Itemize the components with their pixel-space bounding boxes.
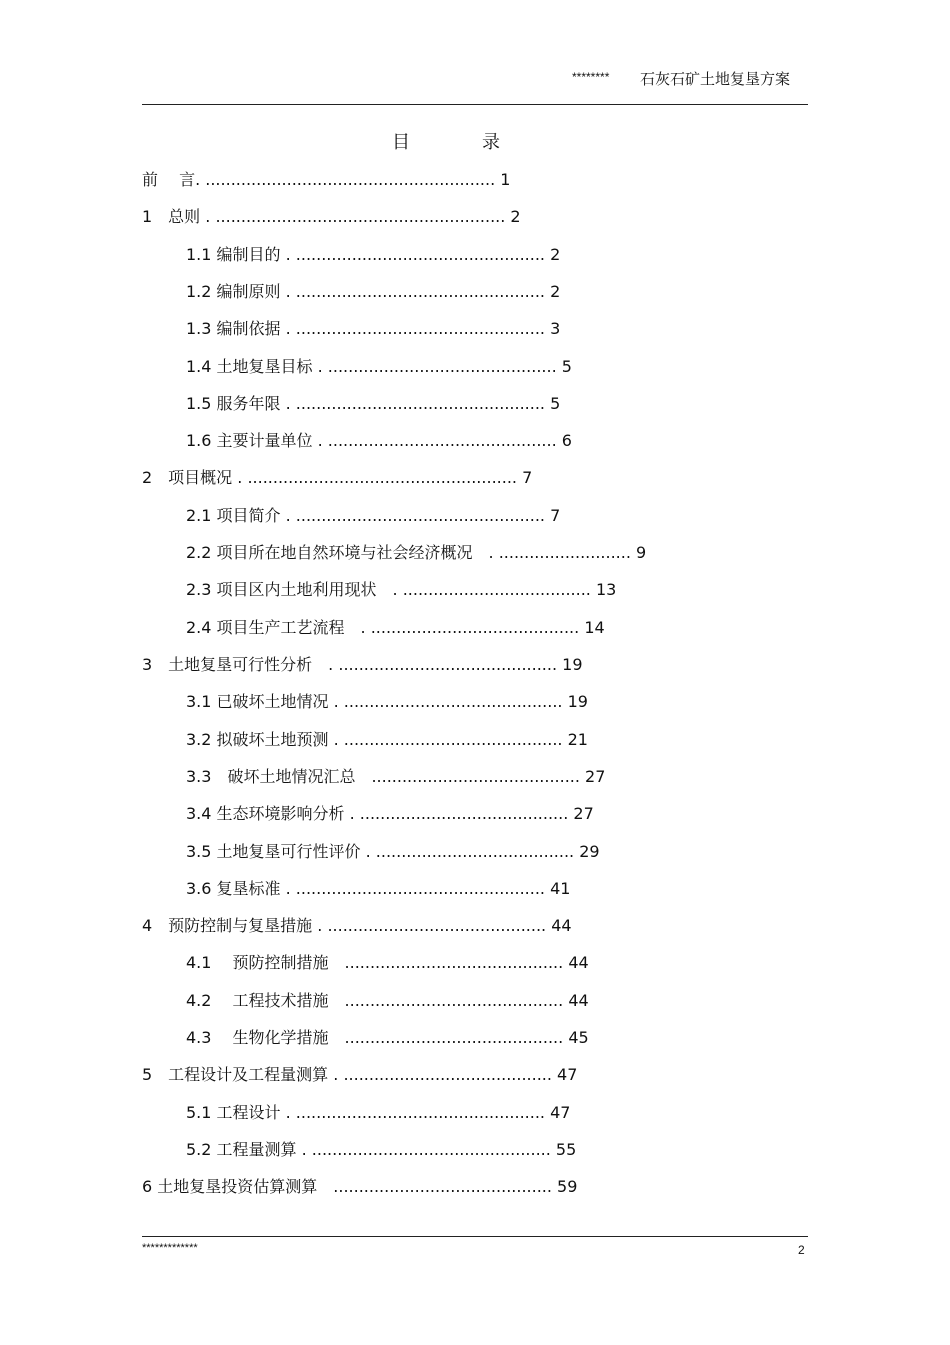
toc-entry-4-2[interactable]: 4.2 工程技术措施 ........................................... 44	[186, 991, 589, 1010]
footer-mark: *************	[142, 1242, 198, 1254]
header-title: 石灰石矿土地复垦方案	[640, 70, 791, 88]
toc-entry-1-2[interactable]: 1.2 编制原则 . ................................................. 2	[186, 282, 561, 301]
toc-entry-4-1[interactable]: 4.1 预防控制措施 ........................................... 44	[186, 953, 589, 972]
toc-entry-2[interactable]: 2 项目概况 . ..................................................... 7	[142, 468, 533, 487]
toc-entry-1-5[interactable]: 1.5 服务年限 . ................................................. 5	[186, 394, 561, 413]
toc-entry-3-5[interactable]: 3.5 土地复垦可行性评价 . ....................................... 29	[186, 842, 600, 861]
toc-entry-6[interactable]: 6 土地复垦投资估算测算 ........................................... 59	[142, 1177, 578, 1196]
toc-entry-3-1[interactable]: 3.1 已破坏土地情况 . ........................................... 19	[186, 692, 588, 711]
toc-entry-5-2[interactable]: 5.2 工程量测算 . ............................................... 55	[186, 1140, 577, 1159]
toc-entry-3-2[interactable]: 3.2 拟破坏土地预测 . ........................................... 21	[186, 730, 588, 749]
toc-title-left: 目	[392, 132, 410, 153]
toc-entry-2-1[interactable]: 2.1 项目简介 . ................................................. 7	[186, 506, 561, 525]
toc-entry-3-6[interactable]: 3.6 复垦标准 . ................................................. 41	[186, 879, 571, 898]
footer-rule	[142, 1236, 808, 1237]
header-mark: ********	[572, 70, 610, 84]
page-number: 2	[798, 1243, 805, 1257]
toc-entry-3[interactable]: 3 土地复垦可行性分析 . ........................................... 19	[142, 655, 583, 674]
toc-entry-3-4[interactable]: 3.4 生态环境影响分析 . ......................................... 27	[186, 804, 594, 823]
toc-entry-1[interactable]: 1 总则 . ......................................................... 2	[142, 207, 521, 226]
toc-entry-5[interactable]: 5 工程设计及工程量测算 . ......................................... 47	[142, 1065, 578, 1084]
toc-entry-3-3[interactable]: 3.3 破坏土地情况汇总 ......................................... 27	[186, 767, 606, 786]
toc-entry-4[interactable]: 4 预防控制与复垦措施 . ........................................... 44	[142, 916, 572, 935]
toc-entry-1-6[interactable]: 1.6 主要计量单位 . ............................................. 6	[186, 431, 572, 450]
toc-entry-preface[interactable]: 前 言. ......................................................... 1	[142, 170, 511, 189]
toc-entry-2-2[interactable]: 2.2 项目所在地自然环境与社会经济概况 . .......................... 9	[186, 543, 647, 562]
toc-title-right: 录	[482, 132, 500, 153]
header-rule	[142, 104, 808, 105]
toc-entry-2-4[interactable]: 2.4 项目生产工艺流程 . ......................................... 14	[186, 618, 605, 637]
toc-entry-1-4[interactable]: 1.4 土地复垦目标 . ............................................. 5	[186, 357, 572, 376]
toc-entry-4-3[interactable]: 4.3 生物化学措施 ........................................... 45	[186, 1028, 589, 1047]
toc-entry-1-1[interactable]: 1.1 编制目的 . ................................................. 2	[186, 245, 561, 264]
toc-entry-1-3[interactable]: 1.3 编制依据 . ................................................. 3	[186, 319, 561, 338]
toc-entry-2-3[interactable]: 2.3 项目区内土地利用现状 . ..................................... 13	[186, 580, 617, 599]
toc-entry-5-1[interactable]: 5.1 工程设计 . ................................................. 47	[186, 1103, 571, 1122]
toc-title	[392, 128, 500, 154]
